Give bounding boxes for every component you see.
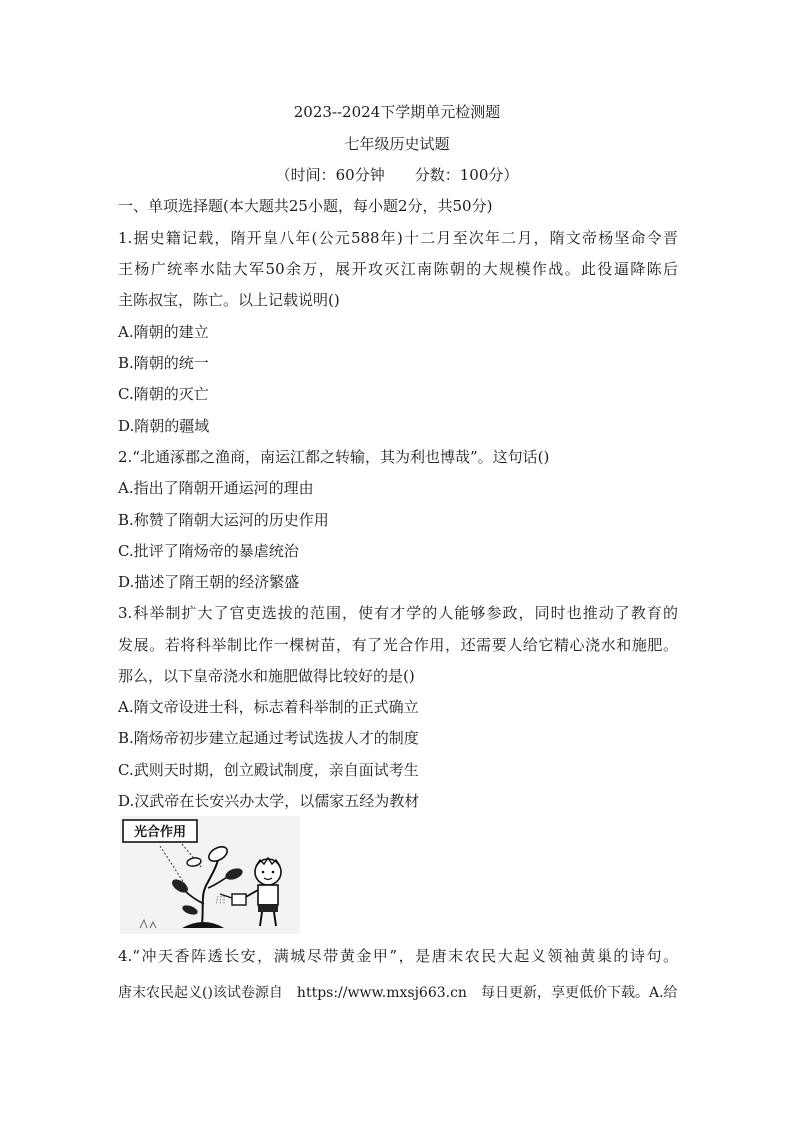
q1-option-d: D.隋朝的疆域 [118,417,210,435]
q3-option-b: B.隋炀帝初步建立起通过考试选拔人才的制度 [118,729,419,747]
q3-option-d: D.汉武帝在长安兴办太学，以儒家五经为教材 [118,792,420,810]
q1-option-b: B.隋朝的统一 [118,354,209,372]
photosynthesis-illustration [120,816,300,934]
q2-option-c: C.批评了隋炀帝的暴虐统治 [118,542,299,560]
q1-stem-line: 1.据史籍记载，隋开皇八年(公元588年)十二月至次年二月，隋文帝杨坚命令晋 [118,229,678,247]
q4-stem-line-with-watermark: 唐末农民起义()该试卷源自 https://www.mxsj663.cn 每日更新，享更低价下载。A.给 [118,985,678,1001]
section-heading: 一、单项选择题(本大题共25小题，每小题2分，共50分) [118,197,493,215]
exam-title: 2023--2024下学期单元检测题 [293,103,501,121]
q2-stem: 2.“北通涿郡之渔商，南运江都之转输，其为利也博哉”。这句话() [118,448,550,466]
figure-label: 光合作用 [133,825,187,840]
q3-stem-line: 3.科举制扩大了官吏选拔的范围，使有才学的人能够参政，同时也推动了教育的 [118,604,678,622]
q3-option-a: A.隋文帝设进士科，标志着科举制的正式确立 [118,698,419,716]
q3-stem-line: 那么，以下皇帝浇水和施肥做得比较好的是() [118,667,415,685]
subject-title: 七年级历史试题 [344,135,450,153]
q2-option-d: D.描述了隋王朝的经济繁盛 [118,573,300,591]
q2-option-b: B.称赞了隋朝大运河的历史作用 [118,511,329,529]
time-score-info: （时间：60分钟 分数：100分） [275,166,519,184]
q3-option-c: C.武则天时期，创立殿试制度，亲自面试考生 [118,761,419,779]
watering-can-icon [232,894,246,905]
q2-option-a: A.指出了隋朝开通运河的理由 [118,479,314,497]
q4-stem-line: 4.“冲天香阵透长安，满城尽带黄金甲”，是唐末农民大起义领袖黄巢的诗句。 [118,947,678,965]
q1-option-c: C.隋朝的灭亡 [118,385,209,403]
q1-stem-line: 王杨广统率水陆大军50余万，展开攻灭江南陈朝的大规模作战。此役逼降陈后 [118,260,678,278]
q1-stem-line: 主陈叔宝，陈亡。以上记载说明() [118,291,340,309]
q3-stem-line: 发展。若将科举制比作一棵树苗，有了光合作用，还需要人给它精心浇水和施肥。 [118,636,678,654]
q1-option-a: A.隋朝的建立 [118,323,209,341]
